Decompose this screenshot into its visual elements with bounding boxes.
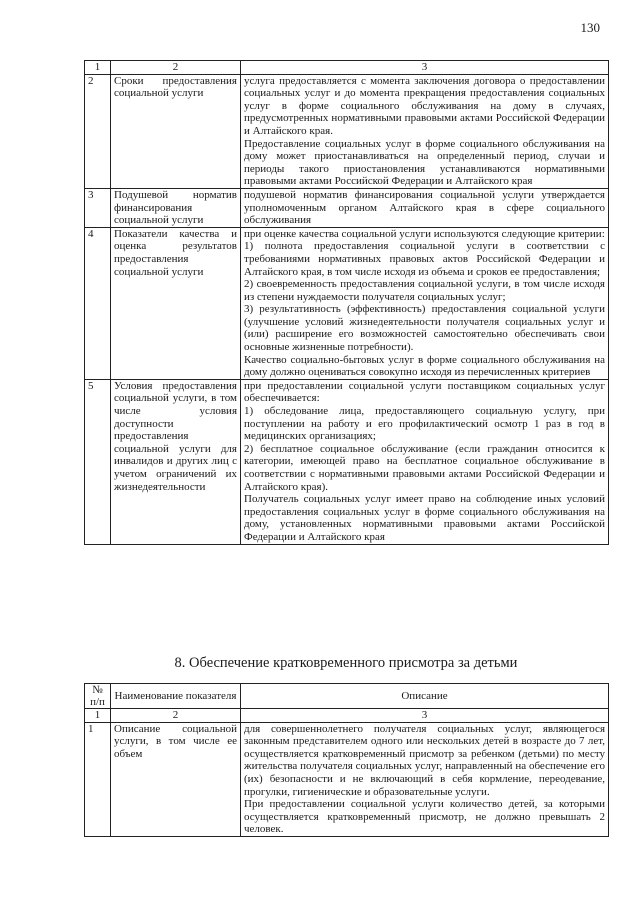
description-paragraph: 2) бесплатное социальное обслуживание (если гражданин относится к категории, имеющей право на бесплатное социальное обслуживание в соответствии с нормативными правовыми актами Российской Федерации и Алтайского края). [244, 442, 605, 493]
row-indicator-name: Сроки предоставления социальной услуги [111, 74, 241, 188]
row-description [241, 379, 609, 544]
column-number-cell: 3 [241, 61, 609, 75]
table-row [85, 74, 609, 188]
header-number: № п/п [85, 684, 111, 709]
column-number-cell: 1 [85, 61, 111, 75]
row-indicator-name: Условия предоставления социальной услуги, в том числе условия доступности предоставления социальной услуги для инвалидов и других лиц с учетом ограничений их жизнедеятельности [111, 379, 241, 544]
row-number: 1 [85, 722, 111, 836]
table-row [85, 227, 609, 379]
description-paragraph: 1) полнота предоставления социальной услуги в соответствии с требованиями нормативных правовых актов Российской Федерации и Алтайского края, в том числе исходя из объема и сроков ее предоставления; [244, 240, 605, 278]
row-number: 3 [85, 188, 111, 227]
row-indicator-name: Подушевой норматив финансирования социальной услуги [111, 188, 241, 227]
description-paragraph: 3) результативность (эффективность) предоставления социальной услуги (улучшение условий жизнедеятельности получателя социальных услуг и (или) расширение его возможностей самостоятельно обеспечивать свои основные жизненные потребности). [244, 303, 605, 354]
table-row [85, 188, 609, 227]
header-description: Описание [241, 684, 609, 709]
description-paragraph: при оценке качества социальной услуги используются следующие критерии: [244, 227, 605, 240]
description-paragraph: Получатель социальных услуг имеет право на соблюдение иных условий предоставления социальных услуг в форме социального обслуживания на дому, установленных нормативными правовыми актами Российской Федерации и Алтайского края [244, 493, 605, 543]
description-paragraph: 2) своевременность предоставления социальной услуги, в том числе исходя из степени нуждаемости получателя социальных услуг; [244, 278, 605, 303]
column-number-cell: 3 [241, 709, 609, 723]
page-number: 130 [580, 20, 600, 35]
description-paragraph: При предоставлении социальной услуги количество детей, за которыми осуществляется кратковременный присмотр, не должно превышать 2 человек. [244, 798, 605, 836]
column-number-cell: 1 [85, 709, 111, 723]
column-number-cell: 2 [111, 61, 241, 75]
description-paragraph: Качество социально-бытовых услуг в форме социального обслуживания на дому должно оцениваться совокупно исходя из перечисленных критериев [244, 353, 605, 379]
row-number: 2 [85, 74, 111, 188]
row-description [241, 74, 609, 188]
childcare-service-table [84, 683, 609, 837]
description-paragraph: 1) обследование лица, предоставляющего социальную услугу, при поступлении на работу и его профилактический осмотр 1 раз в год в медицинских организациях; [244, 405, 605, 443]
column-number-row [85, 709, 609, 723]
column-number-row [85, 61, 609, 75]
header-indicator-name: Наименование показателя [111, 684, 241, 709]
description-paragraph: подушевой норматив финансирования социальной услуги утверждается уполномоченным органом Алтайского края в сфере социального обслуживания [244, 188, 605, 227]
section-title: 8. Обеспечение кратковременного присмотра за детьми [174, 655, 518, 671]
header-row [85, 684, 609, 709]
row-description [241, 722, 609, 836]
row-description [241, 188, 609, 227]
row-number: 5 [85, 379, 111, 544]
table-row [85, 722, 609, 836]
description-paragraph: услуга предоставляется с момента заключения договора о предоставлении социальных услуг и до момента прекращения предоставления социальных услуг в форме социального обслуживания на дому в случаях, предусмотренных нормативными правовыми актами Российской Федерации и Алтайского края. [244, 74, 605, 137]
row-description [241, 227, 609, 379]
table-row [85, 379, 609, 544]
row-indicator-name: Описание социальной услуги, в том числе ее объем [111, 722, 241, 836]
description-paragraph: Предоставление социальных услуг в форме социального обслуживания на дому может приостанавливаться на определенный период, случаи и периоды такого приостановления устанавливаются нормативными правовыми актами Российской Федерации и Алтайского края [244, 137, 605, 188]
row-indicator-name: Показатели качества и оценка результатов предоставления социальной услуги [111, 227, 241, 379]
row-number: 4 [85, 227, 111, 379]
column-number-cell: 2 [111, 709, 241, 723]
description-paragraph: при предоставлении социальной услуги поставщиком социальных услуг обеспечивается: [244, 379, 605, 405]
description-paragraph: для совершеннолетнего получателя социальных услуг, являющегося законным представителем одного или нескольких детей в возрасте до 7 лет, осуществляется кратковременный присмотр за ребенком (детьми) по месту жительства получателя социальных услуг, направленный на обеспечение его (их) безопасности и не включающий в себя кормление, переодевание, прогулки, гигиенические и образовательные услуги. [244, 722, 605, 798]
services-table [84, 60, 609, 545]
